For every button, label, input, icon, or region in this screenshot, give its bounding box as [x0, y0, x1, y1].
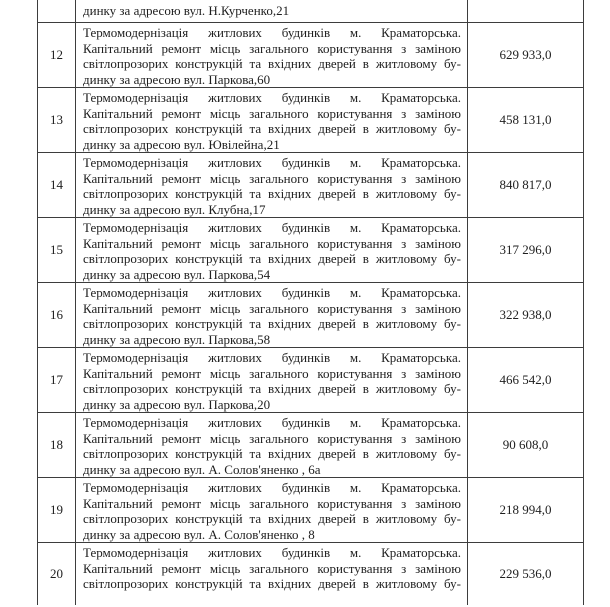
row-number-cell: 20 [38, 543, 76, 605]
description-line: Капітальний ремонт місць загального користування з заміною [83, 430, 461, 446]
row-amount-cell: 229 536,0 [468, 543, 584, 605]
table-row [38, 218, 584, 283]
description-line: світлопрозорих конструкцій та вхідних дверей в житловому бу- [83, 316, 461, 331]
row-description-cell [76, 0, 468, 22]
row-number-cell: 15 [38, 218, 76, 282]
row-amount-cell: 629 933,0 [468, 23, 584, 87]
row-number-cell: 12 [38, 23, 76, 87]
description-line: Капітальний ремонт місць загального користування з заміною [83, 365, 461, 381]
description-line: світлопрозорих конструкцій та вхідних дверей в житловому бу- [83, 446, 461, 461]
row-amount-cell: 218 994,0 [468, 478, 584, 542]
description-line: світлопрозорих конструкцій та вхідних дверей в житловому бу- [83, 56, 461, 71]
funding-table [37, 0, 584, 605]
row-number-cell: 18 [38, 413, 76, 477]
description-line: Капітальний ремонт місць загального користування з заміною [83, 495, 461, 511]
description-line: динку за адресою вул. А. Солов'яненко , 6а [83, 461, 321, 477]
table-row [38, 23, 584, 88]
description-line: Термомодернізація житлових будинків м. Краматорська. [83, 415, 461, 430]
description-line: Капітальний ремонт місць загального користування з заміною [83, 300, 461, 316]
row-amount-cell [468, 0, 584, 22]
description-line: динку за адресою вул. Паркова,58 [83, 331, 271, 347]
row-amount-cell: 322 938,0 [468, 283, 584, 347]
row-number-cell: 16 [38, 283, 76, 347]
description-line: динку за адресою вул. Клубна,17 [83, 201, 266, 217]
row-number-cell: 19 [38, 478, 76, 542]
row-description-cell [76, 413, 468, 477]
table-row [38, 88, 584, 153]
description-line: динку за адресою вул. Ювілейна,21 [83, 136, 280, 152]
description-line: Термомодернізація житлових будинків м. Краматорська. [83, 545, 461, 560]
description-line: Капітальний ремонт місць загального користування з заміною [83, 40, 461, 56]
description-line: Термомодернізація житлових будинків м. Краматорська. [83, 90, 461, 105]
row-number-cell: 14 [38, 153, 76, 217]
description-line: Капітальний ремонт місць загального користування з заміною [83, 105, 461, 121]
description-line: світлопрозорих конструкцій та вхідних дверей в житловому бу- [83, 121, 461, 136]
description-line: Капітальний ремонт місць загального користування з заміною [83, 560, 461, 576]
row-description-cell [76, 478, 468, 542]
row-amount-cell: 90 608,0 [468, 413, 584, 477]
description-line: світлопрозорих конструкцій та вхідних дверей в житловому бу- [83, 251, 461, 266]
row-description-cell [76, 283, 468, 347]
row-number-cell: 17 [38, 348, 76, 412]
table-row [38, 413, 584, 478]
row-number-cell [38, 0, 76, 22]
row-description-cell [76, 348, 468, 412]
description-line: світлопрозорих конструкцій та вхідних дверей в житловому бу- [83, 511, 461, 526]
description-line: динку за адресою вул. Паркова,60 [83, 71, 271, 87]
description-line: Термомодернізація житлових будинків м. Краматорська. [83, 285, 461, 300]
table-row [38, 153, 584, 218]
row-description-cell [76, 23, 468, 87]
description-line: світлопрозорих конструкцій та вхідних дверей в житловому бу- [83, 381, 461, 396]
table-row [38, 348, 584, 413]
row-description-cell [76, 218, 468, 282]
description-line: світлопрозорих конструкцій та вхідних дверей в житловому бу- [83, 576, 461, 591]
description-line: динку за адресою вул. Н.Курченко,21 [83, 3, 290, 18]
description-line: Капітальний ремонт місць загального користування з заміною [83, 170, 461, 186]
description-line: динку за адресою вул. А. Солов'яненко , 8 [83, 526, 315, 542]
description-line: Термомодернізація житлових будинків м. Краматорська. [83, 155, 461, 170]
table-row [38, 478, 584, 543]
row-description-cell [76, 153, 468, 217]
row-amount-cell: 317 296,0 [468, 218, 584, 282]
description-line: світлопрозорих конструкцій та вхідних дверей в житловому бу- [83, 186, 461, 201]
description-line: Термомодернізація житлових будинків м. Краматорська. [83, 25, 461, 40]
description-line: Термомодернізація житлових будинків м. Краматорська. [83, 350, 461, 365]
description-line: динку за адресою вул. Паркова,54 [83, 266, 271, 282]
table-row [38, 543, 584, 605]
row-number-cell: 13 [38, 88, 76, 152]
table-row [38, 0, 584, 23]
row-amount-cell: 840 817,0 [468, 153, 584, 217]
table-row [38, 283, 584, 348]
description-line: Термомодернізація житлових будинків м. Краматорська. [83, 480, 461, 495]
row-amount-cell: 466 542,0 [468, 348, 584, 412]
description-line: динку за адресою вул. Паркова,20 [83, 396, 271, 412]
row-amount-cell: 458 131,0 [468, 88, 584, 152]
description-line: Капітальний ремонт місць загального користування з заміною [83, 235, 461, 251]
description-line: Термомодернізація житлових будинків м. Краматорська. [83, 220, 461, 235]
row-description-cell [76, 88, 468, 152]
row-description-cell [76, 543, 468, 605]
